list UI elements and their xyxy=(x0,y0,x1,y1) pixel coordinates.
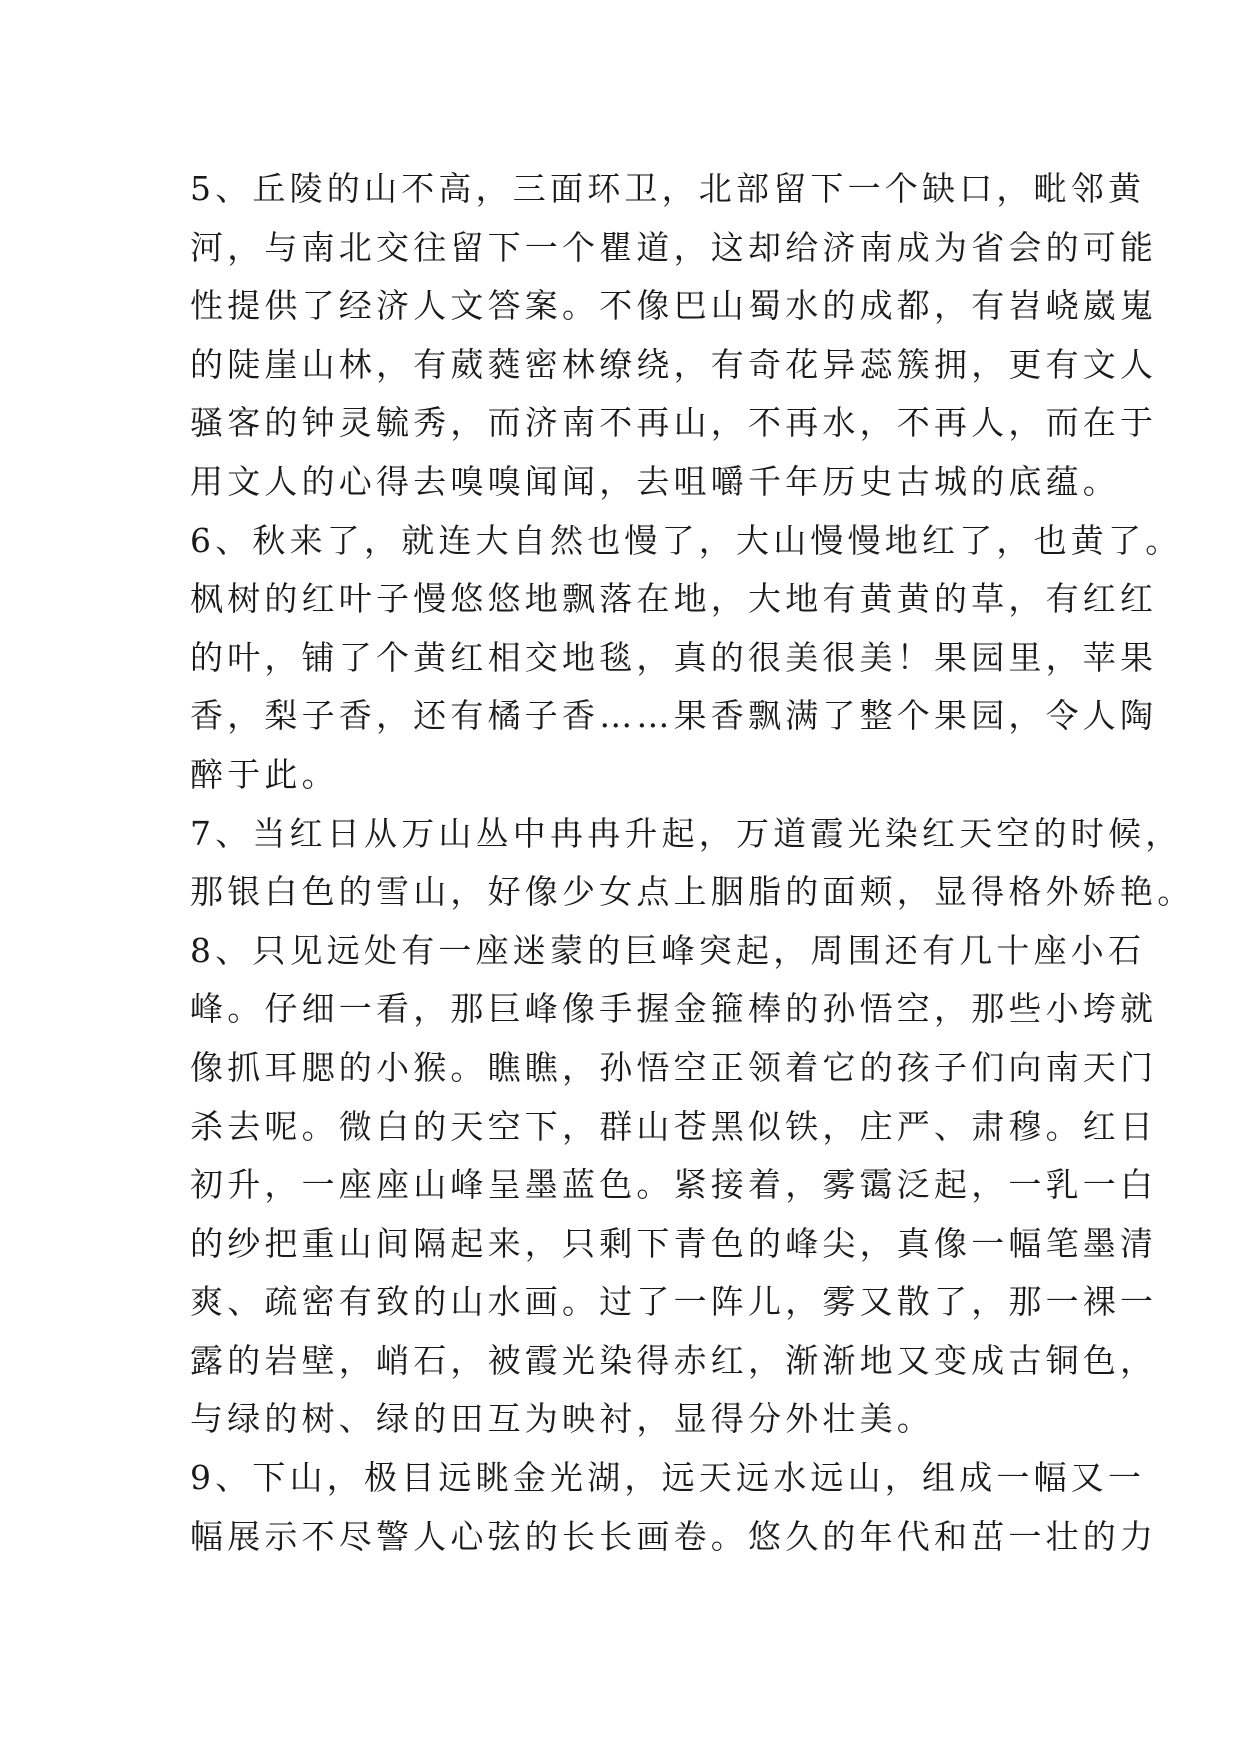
text-line: 骚客的钟灵毓秀，而济南不再山，不再水，不再人，而在于 xyxy=(190,403,1158,443)
text-line: 幅展示不尽警人心弦的长长画卷。悠久的年代和茁一壮的力 xyxy=(190,1516,1158,1556)
text-line: 用文人的心得去嗅嗅闻闻，去咀嚼千年历史古城的底蕴。 xyxy=(190,461,1120,501)
text-line: 初升，一座座山峰呈墨蓝色。紧接着，雾霭泛起，一乳一白 xyxy=(190,1165,1158,1205)
text-line: 的纱把重山间隔起来，只剩下青色的峰尖，真像一幅笔墨清 xyxy=(190,1223,1158,1263)
text-line: 峰。仔细一看，那巨峰像手握金箍棒的孙悟空，那些小垮就 xyxy=(190,989,1158,1029)
text-line: 性提供了经济人文答案。不像巴山蜀水的成都，有岧峣崴嵬 xyxy=(190,286,1158,326)
text-line: 露的岩壁，峭石，被霞光染得赤红，渐渐地又变成古铜色， xyxy=(190,1340,1158,1380)
text-line: 像抓耳腮的小猴。瞧瞧，孙悟空正领着它的孩子们向南天门 xyxy=(190,1047,1158,1087)
text-line: 河，与南北交往留下一个瞿道，这却给济南成为省会的可能 xyxy=(190,227,1158,267)
text-line: 8、只见远处有一座迷蒙的巨峰突起，周围还有几十座小石 xyxy=(190,930,1146,970)
text-line: 杀去呢。微白的天空下，群山苍黑似铁，庄严、肃穆。红日 xyxy=(190,1106,1158,1146)
text-line: 9、下山，极目远眺金光湖，远天远水远山，组成一幅又一 xyxy=(190,1458,1146,1498)
text-line: 那银白色的雪山，好像少女点上胭脂的面颊，显得格外娇艳。 xyxy=(190,872,1195,912)
text-line: 5、丘陵的山不高，三面环卫，北部留下一个缺口，毗邻黄 xyxy=(190,169,1146,208)
text-line: 香，梨子香，还有橘子香……果香飘满了整个果园，令人陶 xyxy=(190,696,1158,736)
text-line: 6、秋来了，就连大自然也慢了，大山慢慢地红了，也黄了。 xyxy=(190,520,1183,560)
text-line: 7、当红日从万山丛中冉冉升起，万道霞光染红天空的时候， xyxy=(190,813,1183,853)
text-line: 的叶，铺了个黄红相交地毯，真的很美很美！果园里，苹果 xyxy=(190,637,1158,677)
body-text xyxy=(190,160,1195,1566)
text-line: 爽、疏密有致的山水画。过了一阵儿，雾又散了，那一裸一 xyxy=(190,1282,1158,1322)
text-line: 的陡崖山林，有葳蕤密林缭绕，有奇花异蕊簇拥，更有文人 xyxy=(190,344,1158,384)
text-line: 枫树的红叶子慢悠悠地飘落在地，大地有黄黄的草，有红红 xyxy=(190,579,1158,619)
text-line: 与绿的树、绿的田互为映衬，显得分外壮美。 xyxy=(190,1399,934,1439)
text-line: 醉于此。 xyxy=(190,754,339,794)
